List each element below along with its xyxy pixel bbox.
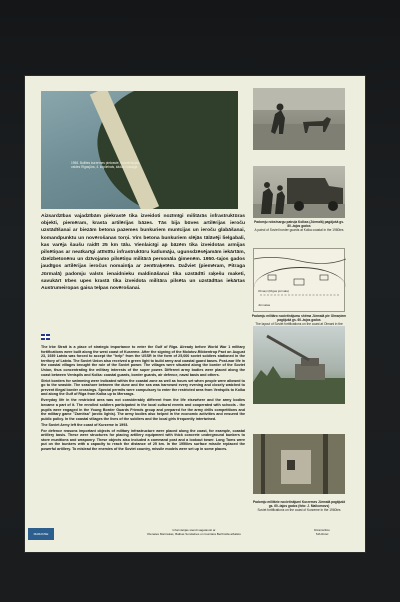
en-paragraph-4: The Soviet Army left the coast of Kurzeme in 1993. bbox=[41, 422, 129, 427]
uk-flag-icon bbox=[41, 334, 50, 340]
caption-patrol-kolka bbox=[251, 220, 347, 232]
en-paragraph-2: Strict borders for swimming were indicated within the coastal zone as well as hours set when people were allowed to go to the seaside. The seashore between the dune and the sea was harrowed every evening and closely watched to prevent illegal border crossings. Special permits were compulsory to enter the restricted area from Ventspils to Kolka and along the Gulf of Riga from Kolka up to Mersrags. bbox=[41, 378, 245, 397]
flag-cross bbox=[45, 337, 46, 338]
coastal-gun-silhouette bbox=[253, 326, 345, 404]
en-paragraph-5: For defence reasons important objects of military infrastructure were placed along the coast, for example, coastal artillery basis. These were structures for placing artillery equipment with thick concrete underground bunkers to store munitions and weaponry. These objects also included a command post and a lookout tower. Long Toms were put on the bunkers with a capacity to reach the distance of 25 km. In the 1950ies surface missile replaced the powerful artillery. To mislead the enemies of the Soviet country, missile models were set up in some places. bbox=[41, 428, 245, 452]
soldier-with-dog-photo bbox=[253, 88, 345, 150]
footer-credits-names: Olenates Marinskas, Baibas Sondalnes un Gunitara Bertholda atbalstu bbox=[147, 532, 241, 536]
caption-map-en: The layout of Soviet fortifications on the coast at Olmani in the bbox=[255, 322, 343, 326]
fortification-layout-map bbox=[253, 248, 345, 312]
coastal-gun-photo bbox=[253, 326, 345, 404]
bunker-in-forest-photo bbox=[253, 434, 345, 494]
caption-fortifications bbox=[251, 500, 347, 512]
aerial-photo-label: 1958. Bullites kurzemes piekraste, koordinācijas valdes Rigasjūra, 4. kopliehals, kādas nostaļga bbox=[71, 161, 140, 169]
en-paragraph-3: Everyday life in the restricted area was not considerably different from the life elsewhere and the army bodies became a part of it. The enrolled soldiers participated in the local cultural events and cooperated with schools - the pupils were engaged in the Young Border Guards Friends group and prepared for the army drills competitions and the military game "Zarnitsa" (arctic lights). The army bodies also helped in the economic activities and ensured the public policy. In the coastal villages the lives of the soldiers and the local girls frequently intertwined. bbox=[41, 398, 245, 421]
maranse-logo: MARANSE bbox=[28, 528, 54, 540]
panel-footer bbox=[24, 528, 364, 542]
caption-fortifications-en: Soviet fortifications on the coast of Kurzeme in the 1960ies bbox=[257, 508, 341, 512]
aerial-coast-photo bbox=[41, 91, 238, 209]
caption-map-lv: Padomju militāro nocietinājumu shēma Jūrmalā pie Olmaņiem pagājušā gs. 60.-tajos gados bbox=[251, 314, 347, 322]
patrol-truck-photo bbox=[253, 166, 345, 218]
footer-design bbox=[292, 528, 352, 536]
soldier-dog-silhouette bbox=[253, 88, 345, 150]
footer-design-label: Dizains/foto bbox=[314, 528, 330, 532]
map-label-jurmala: Jūrmalas bbox=[258, 303, 271, 307]
english-text-block bbox=[41, 345, 245, 453]
en-paragraph-1: The Irbe Strait is a place of strategic importance to enter the Gulf of Riga. Already before World War 1 military fortifications were built along the west coast of Kurzeme. After the signing of the Molotov-Ribbentrop Pact on August 23, 1939 Latvia was forced to accept the "help" from the USSR in the form of 25,000 soviet soldiers stationed in the territory of Latvia. The Soviet Union also received a green light to build army and coastal guard bases. Post-war life in the coastal villages brought the rule of the Soviet power. The villages were situated along the border of the Soviet Union, thus concentrating the military interests of the super power. Different army bodies were placed along the coast between Ventspils and Kolka: coastal guards, border guards, air defence, naval basis and others. bbox=[41, 345, 245, 377]
latvian-text-block: Aizsardzības vajadzībām piekrastē tika izveidoti nozīmīgi militārās infrastruktūras objekti, piemēram, krasta artilērijas bāzes. Tās bija būves artilērijas ieroču uzstādīšanai ar biezām betona pazemes bunkuriem munīcijas un ieroču glabāšanai, komandpunktu un novērošanas torņi. Virs betona bunkuriem slējās tālāvēji lielgabali, kas varēja šaušu raidīt 25 km tālu. Vienlaicīgi ap bāzēm tika izveidotas armijas pilsētiņas ar neatkarīgi attīstītu infrastruktūru katlumāju, ugunsdzēsējamām iekārtām, dzelzbetonēnu un dzīvojamo pilsētiņu militārā personāla ģimenēm. 1950.-tajos gados jaudīgos artilērijas ieročus nomainīja ar zenītraķetēm. Dažviet (piemēram, Pitraga Jūrmalā) padomju valsts ienaidnieku maldināšanai tika uzstādīti raķešu maketi, savukārt Irbes upes krastā tika izveidota militāra pilsēta un uzstādītas iekārtas Austrumeiropas gaisa telpas novērošanai. bbox=[41, 214, 245, 292]
caption-patrol-lv: Padomju robežsargu patruļa Kolkas (Jūrmalā) pagājušā gs. 80.-tajos gados bbox=[254, 220, 344, 228]
map-label-olmani: Olmaņi (Rīgas jūrmala) bbox=[258, 289, 289, 293]
footer-design-name: SIA Rotel bbox=[315, 532, 329, 536]
information-panel bbox=[25, 76, 365, 552]
caption-fortifications-lv: Padomju militārie nocietinājumi Kurzemes Jūrmalā pagājušā gs. 60.-tajos gados (foto: J. Maikomovs) bbox=[253, 500, 345, 508]
truck-silhouette bbox=[253, 166, 345, 218]
footer-credits-lv: Informācijas stendi sagatavoti ar bbox=[172, 528, 216, 532]
caption-patrol-en: A patrol of Soviet border guards at Kolka coastal in the 1980ies bbox=[254, 228, 344, 232]
footer-credits bbox=[104, 528, 284, 536]
bunker-silhouette bbox=[253, 434, 345, 494]
